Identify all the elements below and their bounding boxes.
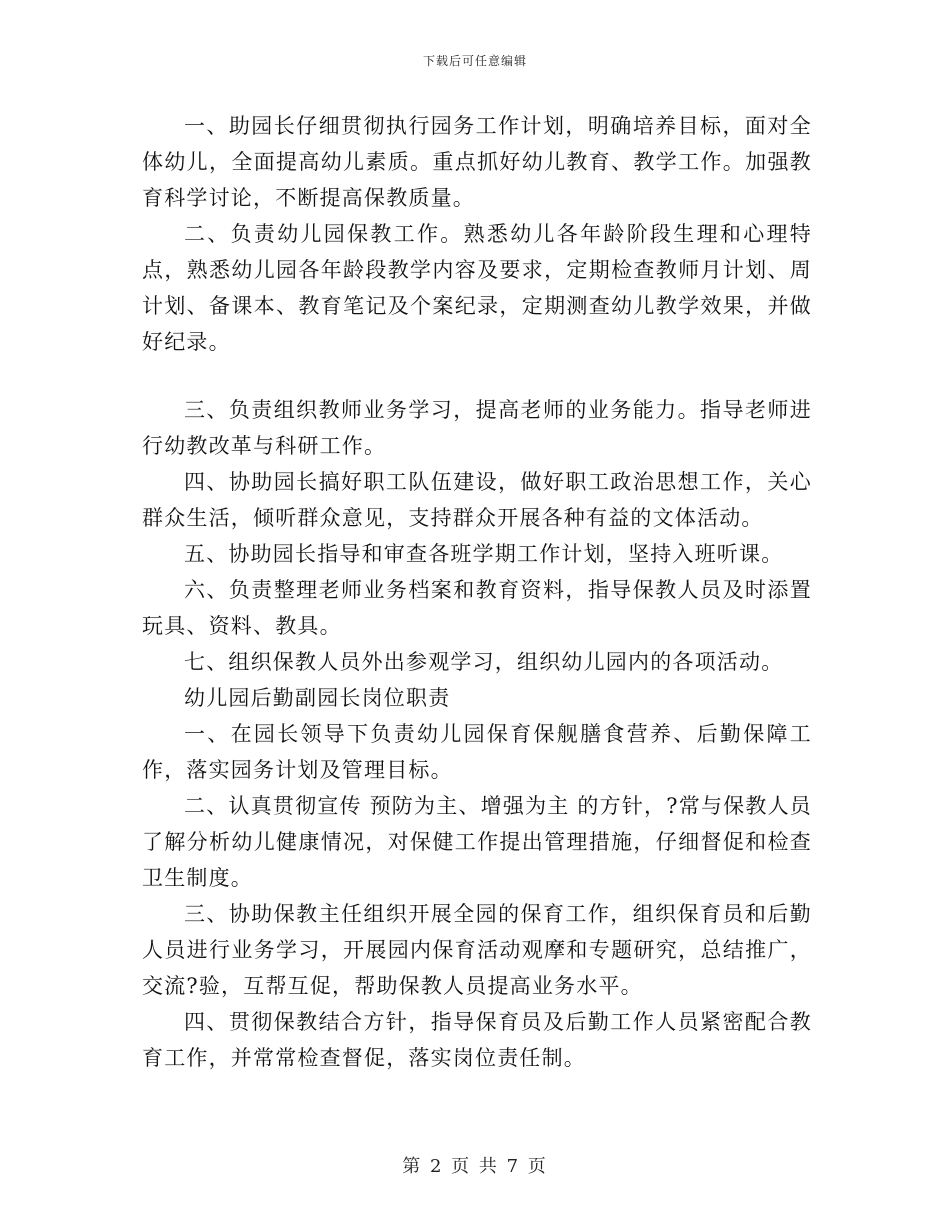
paragraph-10: 二、认真贯彻宣传 预防为主、增强为主 的方针，?常与保教人员了解分析幼儿健康情况，对保健工作提出管理措施，仔细督促和检查卫生制度。 bbox=[142, 794, 812, 890]
paragraph-3: 三、负责组织教师业务学习，提高老师的业务能力。指导老师进行幼教改革与科研工作。 bbox=[142, 398, 812, 458]
paragraph-9: 一、在园长领导下负责幼儿园保育保舰膳食营养、后勤保障工作，落实园务计划及管理目标。 bbox=[142, 722, 812, 782]
paragraph-7: 七、组织保教人员外出参观学习，组织幼儿园内的各项活动。 bbox=[184, 650, 784, 674]
paragraph-6: 六、负责整理老师业务档案和教育资料，指导保教人员及时添置玩具、资料、教具。 bbox=[142, 578, 812, 638]
paragraph-1: 一、助园长仔细贯彻执行园务工作计划，明确培养目标，面对全体幼儿，全面提高幼儿素质。重点抓好幼儿教育、教学工作。加强教育科学讨论，不断提高保教质量。 bbox=[142, 114, 812, 210]
document-body bbox=[142, 108, 812, 1076]
page-footer: 第 2 页 共 7 页 bbox=[402, 1156, 548, 1177]
paragraph-2: 二、负责幼儿园保教工作。熟悉幼儿各年龄阶段生理和心理特点，熟悉幼儿园各年龄段教学内容及要求，定期检查教师月计划、周计划、备课本、教育笔记及个案纪录，定期测查幼儿教学效果，并做好纪录。 bbox=[142, 222, 812, 354]
paragraph-11: 三、协助保教主任组织开展全园的保育工作，组织保育员和后勤人员进行业务学习，开展园内保育活动观摩和专题研究，总结推广，交流?验，互帮互促，帮助保教人员提高业务水平。 bbox=[142, 902, 812, 998]
paragraph-5: 五、协助园长指导和审查各班学期工作计划，坚持入班听课。 bbox=[184, 542, 784, 566]
paragraph-12: 四、贯彻保教结合方针，指导保育员及后勤工作人员紧密配合教育工作，并常常检查督促，落实岗位责任制。 bbox=[142, 1010, 812, 1070]
page-header: 下载后可任意编辑 bbox=[422, 54, 527, 68]
paragraph-4: 四、协助园长搞好职工队伍建设，做好职工政治思想工作，关心群众生活，倾听群众意见，支持群众开展各种有益的文体活动。 bbox=[142, 470, 812, 530]
section-heading: 幼儿园后勤副园长岗位职责 bbox=[184, 686, 451, 710]
paragraph-gap bbox=[142, 360, 812, 392]
